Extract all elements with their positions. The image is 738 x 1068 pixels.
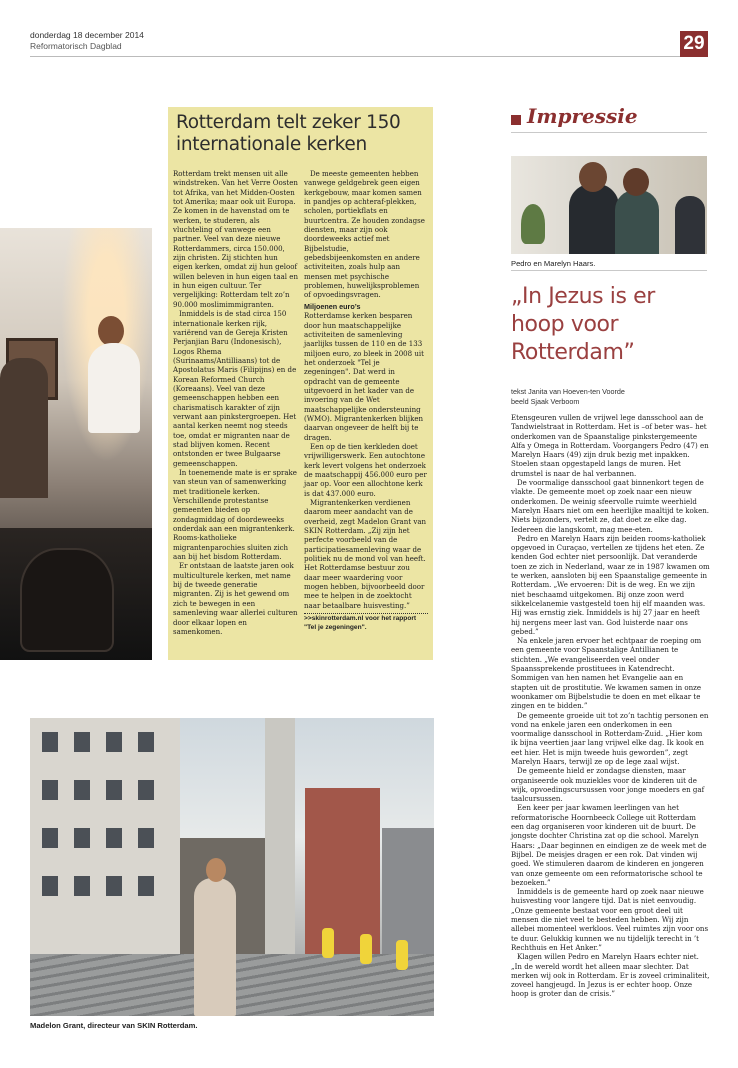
paragraph: Rotterdam trekt mensen uit alle windstreken. Van het Verre Oosten tot Afrika, van het Midden-Oosten tot Amerika; maar ook uit Europa. Ze komen in de havenstad om te werken, te studeren, als vluchteling of vanwege een partner. Veel van deze nieuwe Rotterdammers, circa 150.000, zijn christen. Zij stichten hun eigen kerken, omdat zij hun geloof willen beleven in hun eigen taal en in hun eigen cultuur. Ter vergelijking: Rotterdam telt zo’n 90.000 moslimimmigranten. xyxy=(173,169,298,309)
plant xyxy=(521,204,545,244)
window xyxy=(42,732,58,752)
subheading: Miljoenen euro’s xyxy=(304,301,361,311)
person-head xyxy=(206,858,226,882)
person-figure xyxy=(322,928,334,958)
article-body xyxy=(511,413,711,999)
building xyxy=(30,718,180,956)
paragraph: In toenemende mate is er sprake van steun van of samenwerking met traditionele kerken. Verschillende protestantse gemeenten bieden op zondagmiddag of doordeweeks onderdak aan een migrantenkerk. Rooms-katholieke migrantenparochies sluiten zich aan bij het bisdom Rotterdam. xyxy=(173,468,297,562)
source-link[interactable]: >>skinrotterdam.nl voor het rapport "Tel je zegeningen". xyxy=(304,615,417,631)
paragraph: Inmiddels is de stad circa 150 internationale kerken rijk, variërend van de Gereja Kristen Perjanjian Baru (Indonesisch), Logos Rhema (Surinaams/Antilliaans) tot de Apostolatus Maris (Filipijns) en de Korean Reformed Church (Koreaans). Veel van deze gemeenschappen hebben een charismatisch karakter of zijn verwant aan pinkstergroepen. Het aantal kerken neemt nog steeds toe, omdat er migranten naar de stad blijven komen. Recent ontstonden er twee Bulgaarse gemeenschappen. xyxy=(173,309,297,468)
paragraph: Na enkele jaren ervoer het echtpaar de roeping om een gemeente voor Spaanstalige Antillianen te stichten. „We evangeliseerden veel onder Spaanssprekende prostituees in Katendrecht. Sommigen van hen namen het Evangelie aan en stapten uit de prostitutie. We kwamen samen in onze woonkamer om Bijbelstudie te doen en met elkaar te zingen en te bidden.” xyxy=(511,636,702,711)
paragraph: Rotterdamse kerken besparen door hun maatschappelijke activiteiten de samenleving jaarlijks tussen de 110 en de 133 miljoen euro, zo bleek in 2008 uit het onderzoek "Tel je zegeningen". Dat werd in opdracht van de gemeente uitgevoerd in het kader van de invoering van de Wet maatschappelijke ondersteuning (WMO). Migrantenkerken blijken daarvan ongeveer de helft bij te dragen. xyxy=(304,311,425,442)
person-figure xyxy=(194,878,236,1016)
window xyxy=(74,876,90,896)
window xyxy=(138,876,154,896)
window xyxy=(42,876,58,896)
window xyxy=(74,828,90,848)
paragraph: Een keer per jaar kwamen leerlingen van het reformatorische Hoornbeeck College uit Rotterdam een dag organiseren voor kinderen uit de buurt. De jongste dochter Christina zat op die school. Marelyn Haars: „Daar beginnen en eindigen ze de week met de Bijbel. De meisjes dragen er een rok. Dat vinden wij goed. We stimuleren daarom de kinderen en jongeren van onze gemeente om een reformatorische school te bezoeken.” xyxy=(511,803,707,887)
building xyxy=(265,718,295,958)
couple-photo-caption: Pedro en Marelyn Haars. xyxy=(511,259,596,268)
window xyxy=(106,732,122,752)
person-figure xyxy=(569,184,619,254)
window xyxy=(138,732,154,752)
info-box-column-1 xyxy=(173,169,298,636)
building xyxy=(382,828,434,958)
paragraph: Er ontstaan de laatste jaren ook multiculturele kerken, met name bij de tweede generatie migranten. Zij is het gewend om zich te bewegen in een samenleving waar allerlei culturen door elkaar lopen en samenkomen. xyxy=(173,561,298,636)
article-headline: „In Jezus is er hoop voor Rotterdam” xyxy=(511,284,655,365)
person-figure xyxy=(396,940,408,970)
paragraph: Inmiddels is de gemeente hard op zoek naar nieuwe huisvesting voor langere tijd. Dat is niet eenvoudig. „Onze gemeente bestaat voor een groot deel uit mensen die niet veel te besteden hebben. Wij zijn allebei momenteel werkloos. Veel ruimtes zijn voor ons te duur. Gelukkig kunnen we nu tijdelijk terecht in ’t Rechthuis en Het Anker.” xyxy=(511,887,709,952)
byline-photo: beeld Sjaak Verboom xyxy=(511,397,580,406)
person-head xyxy=(623,168,649,196)
couple-photo xyxy=(511,156,707,254)
paragraph: Etensgeuren vullen de vrijwel lege dansschool aan de Tandwielstraat in Rotterdam. Het is –of beter was– het onderkomen van de Spaanstalige pinkstergemeente Alfa y Omega in Rotterdam. Voorgangers Pedro (47) en Marelyn Haars (49) zijn druk bezig met inpakken. Stoelen staan opgestapeld langs de muren. Het drumstel is naar de hal verbannen. xyxy=(511,413,709,478)
person-figure xyxy=(0,358,48,498)
newspaper-name: Reformatorisch Dagblad xyxy=(30,41,122,51)
person-head xyxy=(579,162,607,192)
person-head xyxy=(98,316,124,346)
page-number: 29 xyxy=(680,31,708,57)
paragraph: Een op de tien kerkleden doet vrijwilligerswerk. Een autochtone kerk levert volgens het onderzoek de maatschappij 456.000 euro per jaar op. Voor een allochtone kerk is dat 437.000 euro. xyxy=(304,441,427,498)
issue-date: donderdag 18 december 2014 xyxy=(30,30,144,40)
paragraph: De voormalige dansschool gaat binnenkort tegen de vlakte. De gemeente moet op zoek naar een nieuw onderkomen. De weinig sfeervolle ruimte weerhield Marelyn Haars niet om een heerlijke maaltijd te koken. Niets bijzonders, vertelt ze, dat doet ze elke dag. Iedereen die langskomt, mag mee-eten. xyxy=(511,478,710,534)
person-figure xyxy=(360,934,372,964)
byline-text: tekst Janita van Hoeven-ten Voorde xyxy=(511,387,625,396)
person-figure xyxy=(615,190,659,254)
city-photo xyxy=(30,718,434,1016)
info-box-title: Rotterdam telt zeker 150 internationale kerken xyxy=(176,112,401,155)
window xyxy=(138,780,154,800)
bag-object xyxy=(20,548,114,652)
window xyxy=(106,828,122,848)
window xyxy=(74,732,90,752)
paragraph: Pedro en Marelyn Haars zijn beiden rooms-katholiek opgevoed in Curaçao, vertellen ze tijdens het eten. Ze kenden God echter niet persoonlijk. Dat veranderde toen ze zich in Nederland, waar ze in 1987 kwamen om te werken, aansloten bij een Spaanstalige gemeente in Rotterdam. „We ervoeren: Dit is de weg. En we zijn niet beschaamd uitgekomen. Bij onze zoon werd sikkelcelanemie vastgesteld toen hij elf maanden was. Hij was ernstig ziek. Inmiddels is hij 27 jaar en heeft hij nergens meer last van. God luisterde naar ons gebed.” xyxy=(511,533,710,636)
header-divider xyxy=(30,56,708,57)
paragraph: De gemeente hield er zondagse diensten, maar organiseerde ook muziekles voor de kinderen uit de wijk, opvoedingscursussen voor jonge moeders en gaf taalcursussen. xyxy=(511,766,705,804)
paragraph: De gemeente groeide uit tot zo’n tachtig personen en vond na enkele jaren een onderkomen in een voormalige dansschool in Rotterdam-Zuid. „Hier kom ik bijna veertien jaar lang vrijwel elke dag. Ik kook en eet hier. Het is mijn tweede huis geworden”, zegt Marelyn Haars, terwijl ze op de lege zaal wijst. xyxy=(511,710,709,766)
paragraph: Klagen willen Pedro en Marelyn Haars echter niet. „In de wereld wordt het alleen maar slechter. Dat merken wij ook in Rotterdam. Er is zoveel criminaliteit, zoveel hangjeugd. In Jezus is er echter hoop. Onze hoop is groter dan de crisis.” xyxy=(511,952,710,999)
person-figure xyxy=(88,343,140,433)
caption-divider xyxy=(511,270,707,271)
church-interior-photo xyxy=(0,228,152,660)
person-figure xyxy=(675,196,705,254)
section-rubric: Impressie xyxy=(527,104,638,128)
window xyxy=(106,876,122,896)
window xyxy=(138,828,154,848)
window xyxy=(74,780,90,800)
rubric-divider xyxy=(511,132,707,133)
paragraph: Migrantenkerken verdienen daarom meer aandacht van de overheid, zegt Madelon Grant van SKIN Rotterdam. „Zij zijn het perfecte voorbeeld van de participatiesamenleving waar de politiek nu de mond vol van heeft. Het Rotterdamse bestuur zou daar meer waardering voor mogen hebben, bijvoorbeeld door mee te helpen in de zoektocht naar betaalbare huisvesting.” xyxy=(304,498,427,610)
window xyxy=(42,828,58,848)
window xyxy=(42,780,58,800)
byline xyxy=(511,387,625,407)
rubric-marker xyxy=(511,115,521,125)
paragraph: De meeste gemeenten hebben vanwege geldgebrek geen eigen kerkgebouw, maar komen samen in pandjes op achteraf-plekken, scholen, portiekflats en buurtcentra. Ze houden zondagse diensten, maar zijn ook doordeweeks actief met Bijbelstudie, gebedsbijeenkomsten en andere activiteiten, zoals hulp aan mensen met psychische problemen, huwelijksproblemen of opvoedingsvragen. xyxy=(304,169,425,300)
city-photo-caption: Madelon Grant, directeur van SKIN Rotterdam. xyxy=(30,1021,198,1030)
window xyxy=(106,780,122,800)
info-box-column-2 xyxy=(304,169,428,632)
